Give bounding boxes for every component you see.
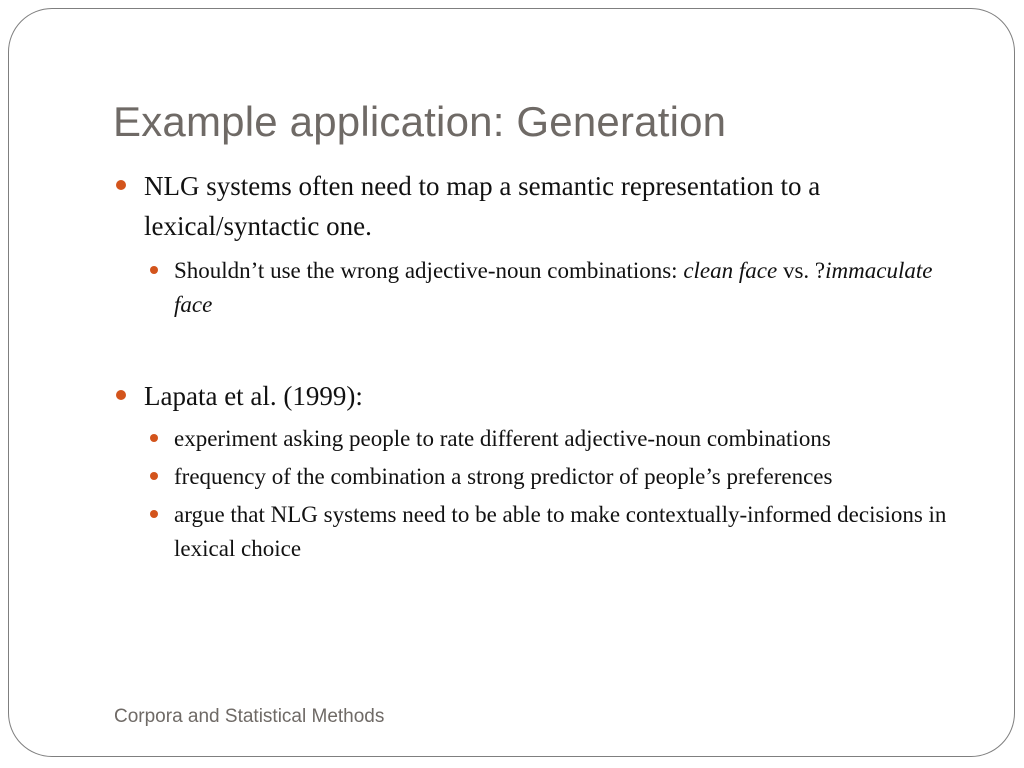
bullet-text: NLG systems often need to map a semantic representation to a lexical/syntactic one. [144,171,821,241]
sub-bullet-adjective-noun [113,254,973,322]
sub-bullet-frequency [113,460,973,494]
sub-bullet-text: frequency of the combination a strong predictor of people’s preferences [174,464,833,489]
bullet-dot [116,180,126,190]
bullet-text: Lapata et al. (1999): [144,381,363,411]
sub-bullet-text-middle: vs. ? [777,258,826,283]
slide-body [113,166,973,566]
slide-footer: Corpora and Statistical Methods [114,706,385,727]
example-clean-face: clean face [683,258,778,283]
sub-bullet-dot [150,510,158,518]
example-immaculate-face: immaculate face [174,258,933,317]
sub-bullet-dot [150,266,158,274]
bullet-dot [116,390,126,400]
sub-bullet-argue [113,498,973,566]
slide-title: Example application: Generation [113,98,727,145]
sub-bullet-text-prefix: Shouldn’t use the wrong adjective-noun combinations: [174,258,684,283]
sub-bullet-text: experiment asking people to rate different adjective-noun combinations [174,426,831,451]
bullet-lapata [113,376,973,416]
sub-bullet-text: argue that NLG systems need to be able to make contextually-informed decisions in lexical choice [174,502,947,561]
sub-bullet-experiment [113,422,973,456]
bullet-nlg-systems [113,166,973,246]
sub-bullet-dot [150,434,158,442]
sub-bullet-dot [150,472,158,480]
